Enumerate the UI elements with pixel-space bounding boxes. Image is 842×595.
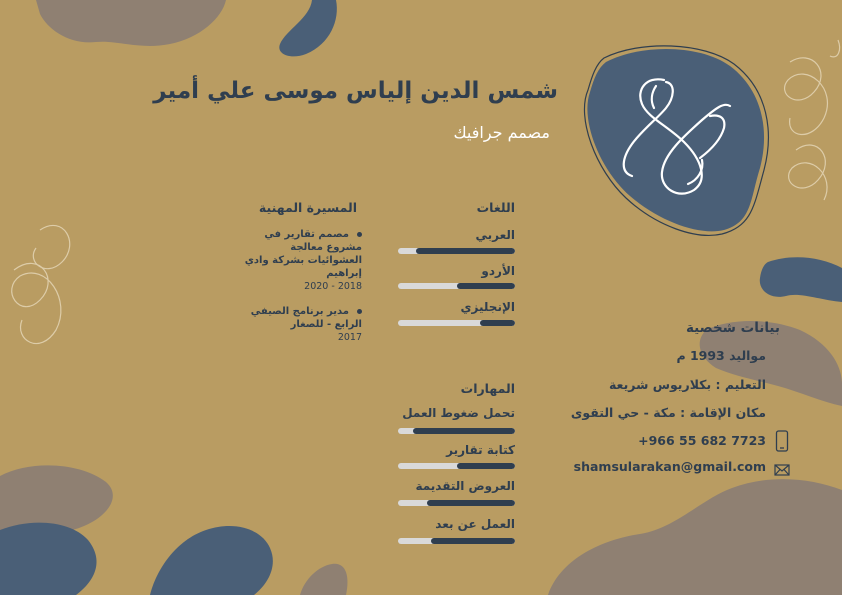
decor-blob-bottom-navy xyxy=(150,526,273,595)
envelope-icon xyxy=(774,464,790,476)
phone-icon xyxy=(775,430,789,452)
skill-bar-fill xyxy=(413,428,515,434)
skill-bar-fill xyxy=(431,538,515,544)
skill-bar xyxy=(398,500,515,506)
language-label-urdu: الأردو xyxy=(481,264,515,278)
decor-blob-right-mid-navy xyxy=(760,257,842,302)
language-label-arabic: العربي xyxy=(475,228,515,242)
calligraphy-logo xyxy=(612,72,736,200)
language-bar-arabic xyxy=(398,248,515,254)
decor-loops-left xyxy=(12,225,70,343)
skill-bar-fill xyxy=(427,500,515,506)
languages-title: اللغات xyxy=(476,200,515,215)
birth-info: مواليد 1993 م xyxy=(676,348,766,363)
skills-title: المهارات xyxy=(460,381,515,396)
career-role: مصمم تقارير xyxy=(284,229,349,240)
bullet-icon xyxy=(357,232,362,237)
language-bar-fill xyxy=(480,320,515,326)
residence-info: مكان الإقامة : مكة - حي التقوى xyxy=(570,405,766,420)
career-role: مدير برنامج الصيفي xyxy=(250,306,349,317)
skill-bar xyxy=(398,428,515,434)
skill-bar xyxy=(398,538,515,544)
skill-label: كتابة تقارير xyxy=(446,443,515,457)
decor-blob-bottom-right-brown xyxy=(548,479,842,595)
career-title: المسيرة المهنية xyxy=(258,200,357,215)
education-info: التعليم : بكلاريوس شريعة xyxy=(608,377,766,392)
career-date: 2018 - 2020 xyxy=(304,281,362,292)
skill-label: العمل عن بعد xyxy=(435,517,515,531)
language-bar-fill xyxy=(416,248,515,254)
career-item xyxy=(234,305,362,344)
job-title: مصمم جرافيك xyxy=(453,123,550,142)
decor-blob-top-navy xyxy=(279,0,337,56)
language-bar-urdu xyxy=(398,283,515,289)
bullet-icon xyxy=(357,309,362,314)
skill-label: تحمل ضغوط العمل xyxy=(402,406,515,420)
career-date: 2017 xyxy=(337,332,362,343)
career-item xyxy=(234,228,362,293)
skill-bar-fill xyxy=(457,463,516,469)
decor-blob-top-left-brown xyxy=(36,0,226,46)
email-address: shamsularakan@gmail.com xyxy=(573,459,766,474)
decor-loops-right xyxy=(785,40,840,200)
phone-number: +966 55 682 7723 xyxy=(638,433,766,448)
language-label-english: الإنجليزي xyxy=(460,300,515,314)
candidate-name: شمس الدين إلياس موسى علي أمير xyxy=(153,78,558,104)
career-details: الرابع - للصغار xyxy=(290,319,362,330)
decor-blob-bottom-left-navy xyxy=(0,523,97,595)
skill-bar xyxy=(398,463,515,469)
language-bar-english xyxy=(398,320,515,326)
decor-blob-bottom-brown-small xyxy=(300,564,347,595)
skill-label: العروض التقديمة xyxy=(415,479,515,493)
language-bar-fill xyxy=(457,283,516,289)
career-details: في مشروع معالجة العشوائيات بشركة وادي إبراهيم xyxy=(244,229,362,279)
personal-title: بيانات شخصية xyxy=(685,320,780,336)
